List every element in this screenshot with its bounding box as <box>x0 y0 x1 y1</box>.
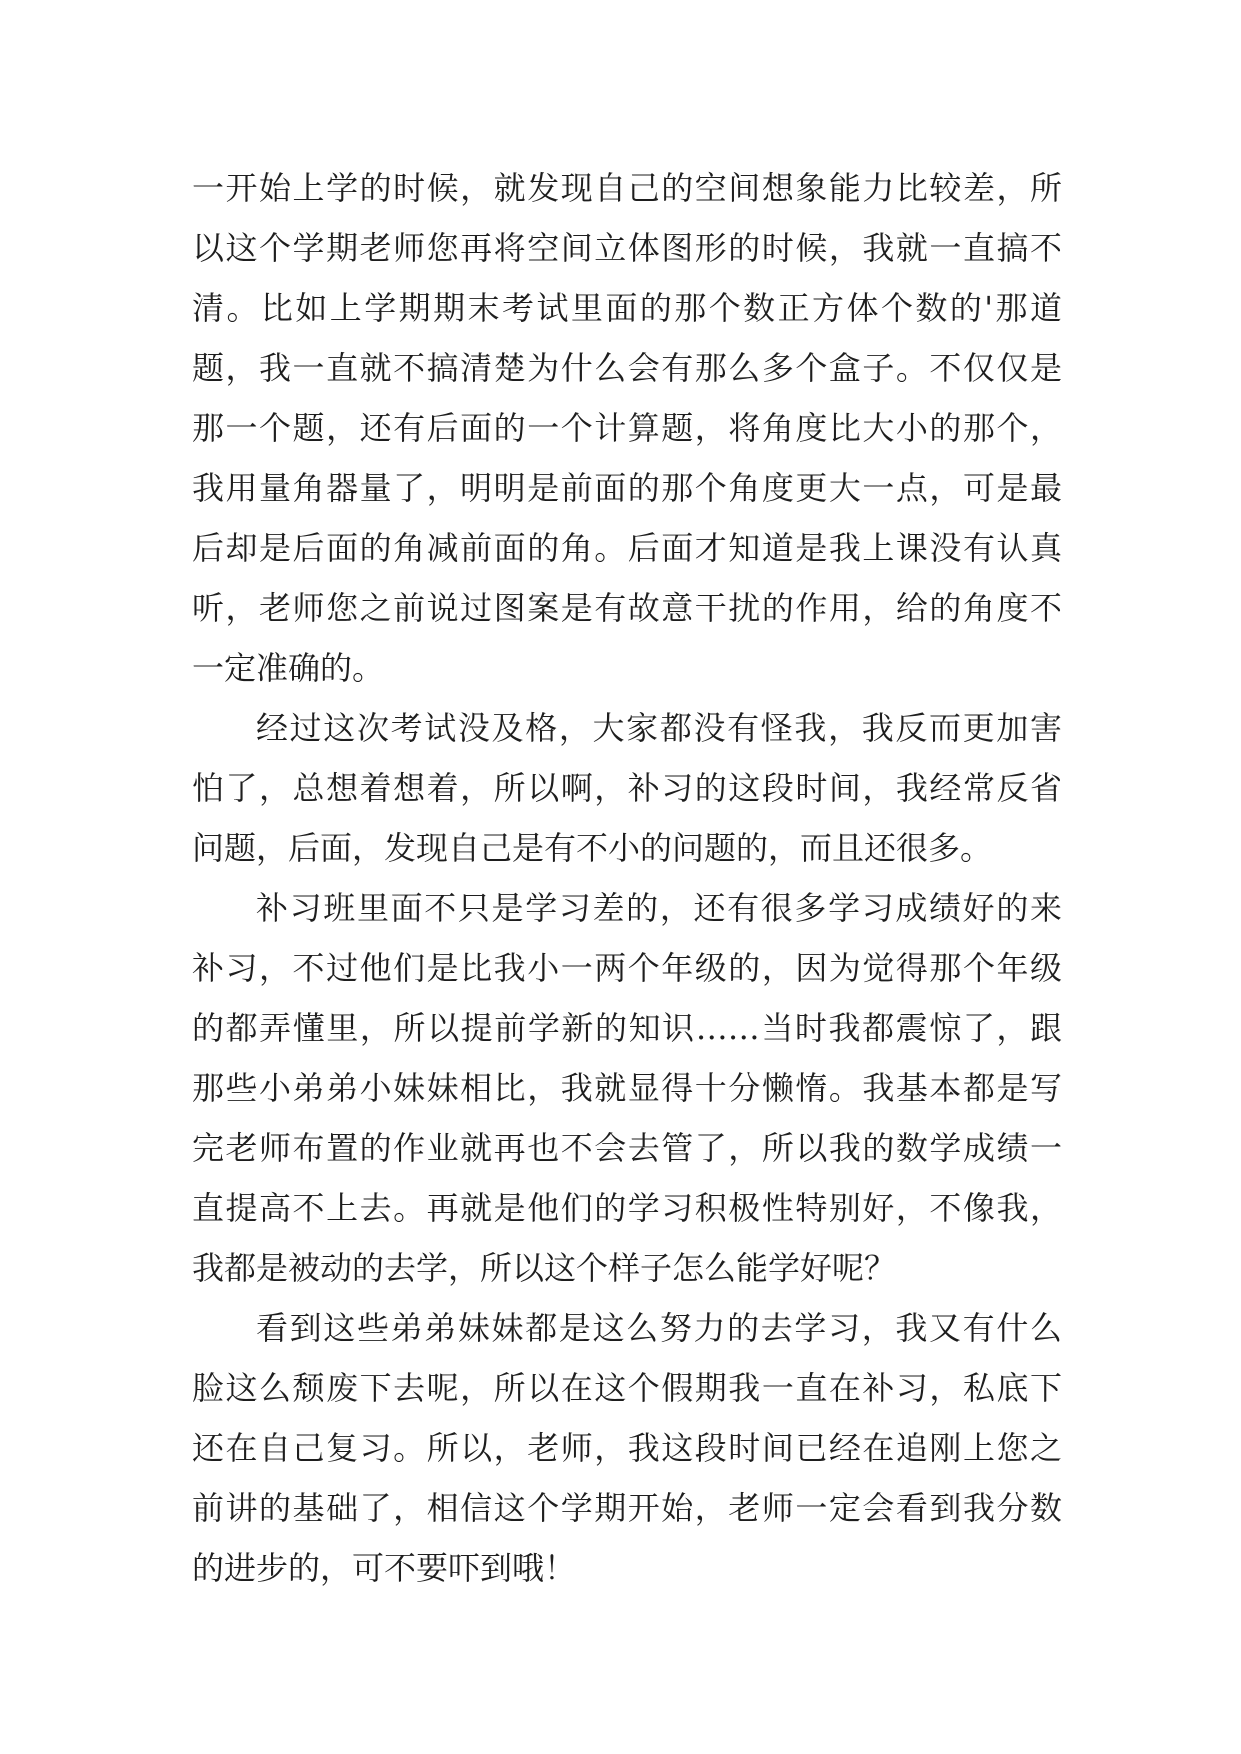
text-line: 一定准确的。 <box>192 649 385 687</box>
text-line: 经过这次考试没及格，大家都没有怪我，我反而更加害 <box>256 709 1062 747</box>
text-line: 那些小弟弟小妹妹相比，我就显得十分懒惰。我基本都是写 <box>192 1069 1062 1107</box>
text-line: 我用量角器量了，明明是前面的那个角度更大一点，可是最 <box>192 469 1062 507</box>
text-line: 的进步的，可不要吓到哦！ <box>192 1549 577 1587</box>
text-line: 一开始上学的时候，就发现自己的空间想象能力比较差，所 <box>192 169 1062 207</box>
text-line: 以这个学期老师您再将空间立体图形的时候，我就一直搞不 <box>192 229 1062 267</box>
text-line: 我都是被动的去学，所以这个样子怎么能学好呢？ <box>192 1249 897 1287</box>
text-line: 的都弄懂里，所以提前学新的知识……当时我都震惊了，跟 <box>192 1009 1062 1047</box>
paragraph-1 <box>192 158 1062 698</box>
text-line: 怕了，总想着想着，所以啊，补习的这段时间，我经常反省 <box>192 769 1062 807</box>
paragraph-4 <box>192 1298 1062 1598</box>
text-line: 直提高不上去。再就是他们的学习积极性特别好，不像我， <box>192 1189 1062 1227</box>
text-line: 补习班里面不只是学习差的，还有很多学习成绩好的来 <box>256 889 1062 927</box>
text-line: 完老师布置的作业就再也不会去管了，所以我的数学成绩一 <box>192 1129 1062 1167</box>
paragraph-2 <box>192 698 1062 878</box>
text-line: 还在自己复习。所以，老师，我这段时间已经在追刚上您之 <box>192 1429 1062 1467</box>
paragraph-3 <box>192 878 1062 1298</box>
letter-body <box>192 158 1062 1598</box>
text-line: 问题，后面，发现自己是有不小的问题的，而且还很多。 <box>192 829 993 867</box>
text-line: 那一个题，还有后面的一个计算题，将角度比大小的那个， <box>192 409 1062 447</box>
text-line: 脸这么颓废下去呢，所以在这个假期我一直在补习，私底下 <box>192 1369 1062 1407</box>
text-line: 前讲的基础了，相信这个学期开始，老师一定会看到我分数 <box>192 1489 1062 1527</box>
text-line: 题，我一直就不搞清楚为什么会有那么多个盒子。不仅仅是 <box>192 349 1062 387</box>
text-line: 看到这些弟弟妹妹都是这么努力的去学习，我又有什么 <box>256 1309 1062 1347</box>
text-line: 听，老师您之前说过图案是有故意干扰的作用，给的角度不 <box>192 589 1062 627</box>
text-line: 清。比如上学期期末考试里面的那个数正方体个数的'那道 <box>192 289 1062 327</box>
text-line: 后却是后面的角减前面的角。后面才知道是我上课没有认真 <box>192 529 1062 567</box>
text-line: 补习，不过他们是比我小一两个年级的，因为觉得那个年级 <box>192 949 1062 987</box>
